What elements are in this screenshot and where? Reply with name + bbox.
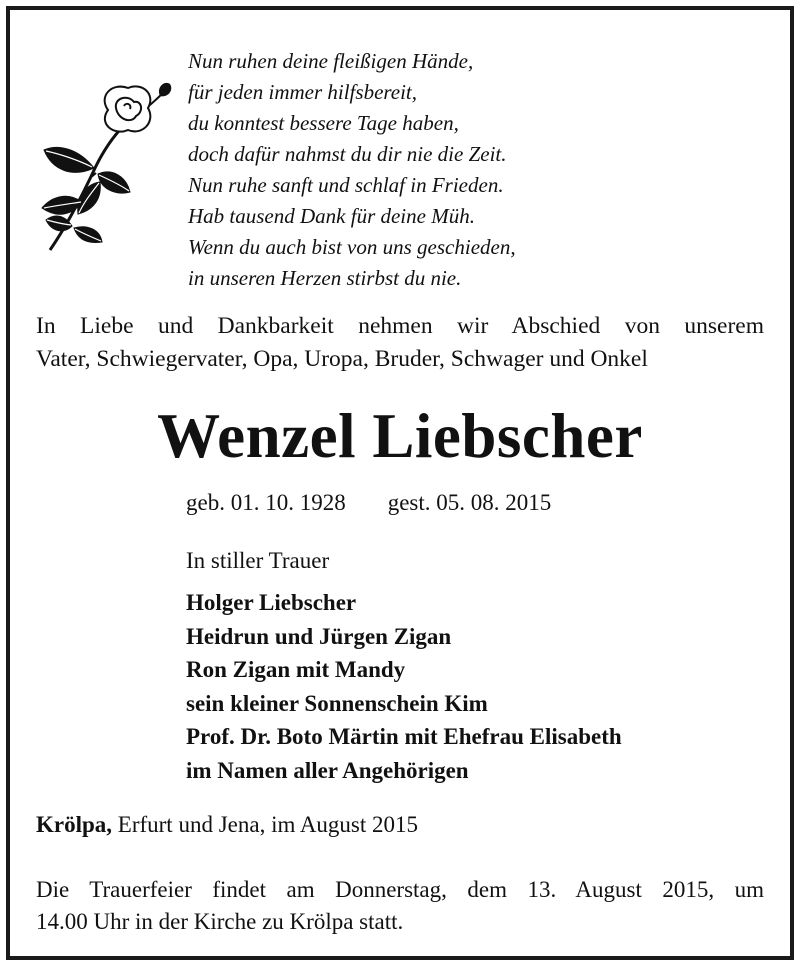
mourners-list — [186, 586, 622, 787]
mourner-name: Holger Liebscher — [186, 590, 357, 615]
life-dates — [186, 488, 551, 518]
mourner-name: Heidrun und Jürgen Zigan — [186, 623, 452, 649]
place-and-date — [36, 810, 418, 840]
death-date: gest. 05. 08. 2015 — [387, 490, 552, 515]
rose-icon — [38, 74, 178, 254]
mourner-name: im Namen aller Angehörigen — [186, 757, 469, 783]
poem-line: für jeden immer hilfsbereit, — [188, 80, 418, 104]
place-rest: Erfurt und Jena, im August 2015 — [112, 812, 419, 837]
mourner-name: sein kleiner Sonnenschein Kim — [186, 690, 488, 716]
farewell-intro — [36, 310, 764, 376]
service-line: Die Trauerfeier findet am Donnerstag, dem 13. August 2015, um — [36, 877, 764, 902]
poem-line: Nun ruhe sanft und schlaf in Frieden. — [188, 173, 504, 197]
poem-line: in unseren Herzen stirbst du nie. — [188, 266, 462, 290]
place-town: Krölpa, — [36, 812, 113, 837]
poem-line: Hab tausend Dank für deine Müh. — [188, 204, 475, 228]
deceased-name: Wenzel Liebscher — [157, 401, 643, 471]
poem-line: doch dafür nahmst du dir nie die Zeit. — [188, 142, 507, 166]
poem-line: Nun ruhen deine fleißigen Hände, — [188, 49, 474, 73]
poem-line: Wenn du auch bist von uns geschieden, — [188, 235, 516, 259]
mourner-name: Ron Zigan mit Mandy — [186, 657, 406, 682]
service-line: 14.00 Uhr in der Kirche zu Krölpa statt. — [36, 909, 404, 934]
memorial-poem — [188, 46, 516, 294]
poem-line: du konntest bessere Tage haben, — [188, 111, 459, 135]
funeral-service-info — [36, 874, 764, 938]
intro-line: In Liebe und Dankbarkeit nehmen wir Abschied von unserem — [36, 313, 764, 339]
obituary-notice — [6, 6, 794, 960]
intro-line: Vater, Schwiegervater, Opa, Uropa, Bruder, Schwager und Onkel — [36, 346, 648, 372]
mourner-name: Prof. Dr. Boto Märtin mit Ehefrau Elisabeth — [186, 724, 622, 749]
birth-date: geb. 01. 10. 1928 — [186, 490, 346, 515]
mourning-label: In stiller Trauer — [186, 548, 330, 573]
